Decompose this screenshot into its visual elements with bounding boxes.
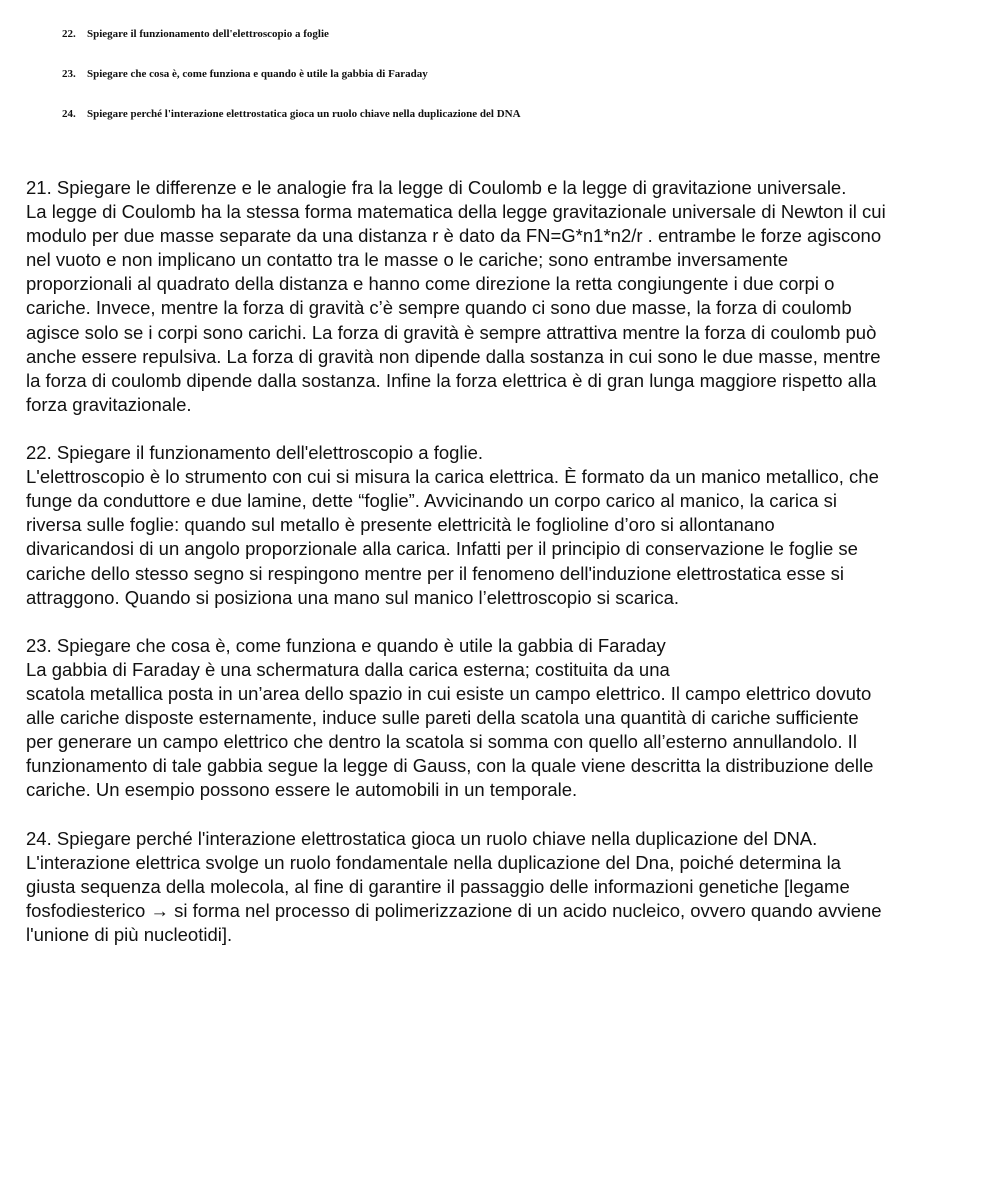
answer-line: fosfodiesterico → si forma nel processo di polimerizzazione di un acido nucleico, ovvero quando avviene [26, 899, 882, 921]
answer-line: riversa sulle foglie: quando sul metallo è presente elettricità le foglioline d’oro si allontanano [26, 514, 775, 536]
answer-section-22 [26, 441, 986, 610]
answer-line: funge da conduttore e due lamine, dette “foglie”. Avvicinando un corpo carico al manico, la carica si [26, 490, 838, 512]
question-item [62, 107, 962, 121]
answer-line: l'unione di più nucleotidi]. [26, 923, 233, 945]
answer-line: giusta sequenza della molecola, al fine di garantire il passaggio delle informazioni genetiche [legame [26, 875, 850, 897]
answer-line: per generare un campo elettrico che dentro la scatola si somma con quello all’esterno annullandolo. Il [26, 731, 857, 753]
answer-line: modulo per due masse separate da una distanza r è dato da FN=G*n1*n2/r . entrambe le forze agiscono [26, 225, 882, 247]
question-item [62, 67, 962, 81]
answer-line: nel vuoto e non implicano un contatto tra le masse o le cariche; sono entrambe inversamente [26, 249, 789, 271]
answer-body [26, 176, 986, 971]
answer-line: alle cariche disposte esternamente, induce sulle pareti della scatola una quantità di cariche sufficiente [26, 707, 859, 729]
answer-line: cariche dello stesso segno si respingono mentre per il fenomeno dell'induzione elettrostatica esse si [26, 562, 844, 584]
question-number: 22. [62, 28, 76, 40]
answer-line: cariche. Un esempio possono essere le automobili in un temporale. [26, 779, 578, 801]
answer-line: attraggono. Quando si posiziona una mano sul manico l’elettroscopio si scarica. [26, 586, 680, 608]
answer-line: La gabbia di Faraday è una schermatura dalla carica esterna; costituita da una [26, 658, 670, 680]
answer-section-24 [26, 827, 986, 947]
answer-line: scatola metallica posta in un’area dello spazio in cui esiste un campo elettrico. Il campo elettrico dovuto [26, 682, 872, 704]
answer-line: L'elettroscopio è lo strumento con cui si misura la carica elettrica. È formato da un manico metallico, che [26, 466, 879, 488]
answer-line: L'interazione elettrica svolge un ruolo fondamentale nella duplicazione del Dna, poiché determina la [26, 851, 841, 873]
answer-line: funzionamento di tale gabbia segue la legge di Gauss, con la quale viene descritta la distribuzione delle [26, 755, 874, 777]
answer-line: la forza di coulomb dipende dalla sostanza. Infine la forza elettrica è di gran lunga maggiore rispetto alla [26, 369, 877, 391]
answer-heading: 22. Spiegare il funzionamento dell'elettroscopio a foglie. [26, 442, 484, 464]
question-text: Spiegare che cosa è, come funziona e quando è utile la gabbia di Faraday [87, 68, 428, 80]
answer-heading: 24. Spiegare perché l'interazione elettrostatica gioca un ruolo chiave nella duplicazione del DNA. [26, 827, 818, 849]
answer-heading: 23. Spiegare che cosa è, come funziona e quando è utile la gabbia di Faraday [26, 634, 666, 656]
question-item [62, 27, 962, 41]
question-text: Spiegare perché l'interazione elettrostatica gioca un ruolo chiave nella duplicazione del DNA [87, 108, 521, 120]
answer-line: divaricandosi di un angolo proporzionale alla carica. Infatti per il principio di conservazione le foglie se [26, 538, 858, 560]
answer-section-23 [26, 634, 986, 803]
answer-line: agisce solo se i corpi sono carichi. La forza di gravità è sempre attrattiva mentre la forza di coulomb può [26, 321, 877, 343]
answer-line: cariche. Invece, mentre la forza di gravità c’è sempre quando ci sono due masse, la forza di coulomb [26, 297, 852, 319]
question-list [62, 27, 962, 147]
question-text: Spiegare il funzionamento dell'elettroscopio a foglie [87, 28, 329, 40]
question-number: 23. [62, 68, 76, 80]
answer-line: La legge di Coulomb ha la stessa forma matematica della legge gravitazionale universale di Newton il cui [26, 201, 886, 223]
answer-line: proporzionali al quadrato della distanza e hanno come direzione la retta congiungente i due corpi o [26, 273, 835, 295]
answer-line: anche essere repulsiva. La forza di gravità non dipende dalla sostanza in cui sono le due masse, mentre [26, 345, 881, 367]
question-number: 24. [62, 108, 76, 120]
answer-section-21 [26, 176, 986, 417]
answer-heading: 21. Spiegare le differenze e le analogie fra la legge di Coulomb e la legge di gravitazione universale. [26, 177, 847, 198]
answer-line: forza gravitazionale. [26, 393, 192, 415]
